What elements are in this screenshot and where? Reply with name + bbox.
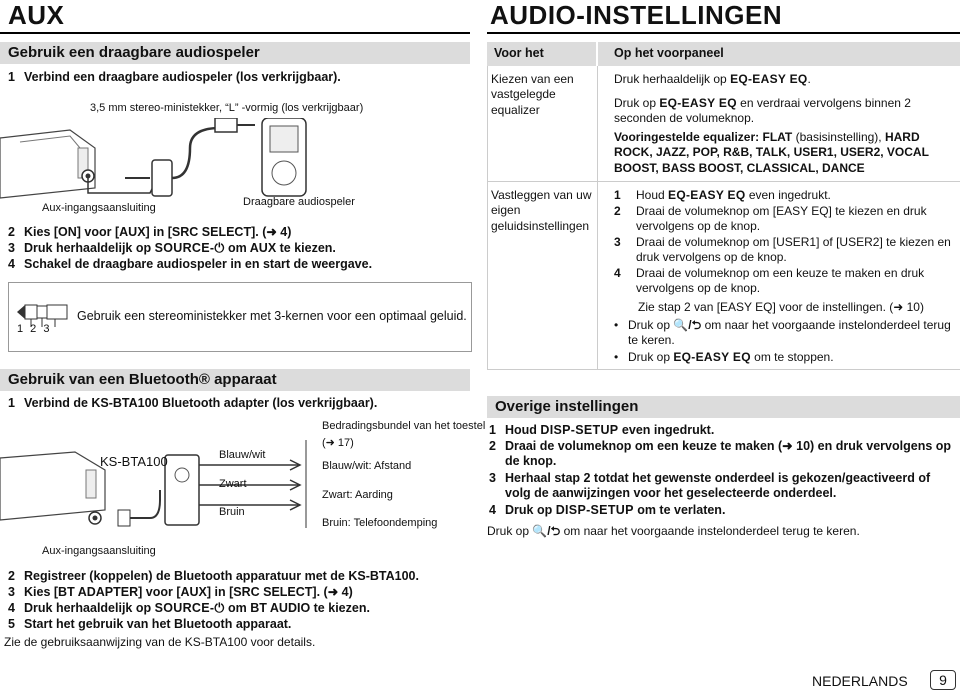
other-footer-a: Druk op: [487, 524, 533, 538]
wire-map-3: Bruin: Telefoondemping: [322, 517, 438, 529]
step-3-text-a: Druk herhaaldelijk op: [24, 241, 155, 255]
table-head-right: Op het voorpaneel: [614, 46, 724, 60]
car-stereo-front-icon-2: [0, 452, 105, 524]
row2-step1-b: even ingedrukt.: [745, 188, 831, 202]
search-back-key: 🔍/⮌: [673, 318, 702, 332]
preset-list: HARD ROCK, JAZZ, POP, R&B, TALK, USER1, USER2, VOCAL BOOST, BASS BOOST, CLASSICAL, DANCE: [614, 130, 929, 175]
row1-line1-a: Druk herhaaldelijk op: [614, 72, 731, 86]
row2-step4-text: Draai de volumeknop om een keuze te maken en druk vervolgens op de knop.: [636, 266, 925, 296]
row1-line2-b: en verdraai vervolgens binnen 2 seconden de volumeknop.: [614, 96, 911, 126]
row1-line3: [614, 130, 954, 176]
wire-map-1: Blauw/wit: Afstand: [322, 460, 412, 472]
preset-eq-label: Vooringestelde equalizer:: [614, 130, 760, 144]
eq-easy-eq-key-2: EQ-EASY EQ: [659, 96, 737, 110]
disp-setup-key: DISP-SETUP: [540, 423, 619, 437]
other-step-1-a: Houd: [505, 423, 541, 437]
bt-step-3-text: Kies [BT ADAPTER] voor [AUX] in [SRC SELECT]. (➜ 4): [24, 585, 353, 599]
bundle-label-2: (➜ 17): [322, 437, 354, 449]
step-4-text: Schakel de draagbare audiospeler in en start de weergave.: [24, 257, 373, 271]
row1-label: Kiezen van een vastgelegde equalizer: [491, 72, 574, 117]
car-stereo-front-icon: [0, 130, 95, 198]
other-step-1-b: even ingedrukt.: [618, 423, 715, 437]
step-2: 2 Kies [ON] voor [AUX] in [SRC SELECT]. (➜ 4): [8, 225, 292, 239]
other-footer: [487, 522, 860, 543]
row2-step3-text: Draai de volumeknop om [USER1] of [USER2] te kiezen en druk vervolgens op de knop.: [636, 235, 951, 265]
eq-easy-eq-key: EQ-EASY EQ: [730, 72, 808, 86]
search-back-key-2: 🔍/⮌: [532, 524, 561, 538]
wire-label-2: Zwart: [219, 478, 247, 490]
disp-setup-key-2: DISP-SETUP: [555, 503, 634, 517]
player-label: Draagbare audiospeler: [243, 196, 355, 208]
row1-line2-a: Druk op: [614, 96, 660, 110]
bt-step-2-text: Registreer (koppelen) de Bluetooth apparatuur met de KS-BTA100.: [24, 569, 419, 583]
source-key: SOURCE-⏻: [154, 241, 225, 255]
table-bottom-border: [487, 369, 960, 370]
row2-step3: 3 Draai de volumeknop om [USER1] of [USER2] te kiezen en druk vervolgens op de knop.: [614, 235, 954, 266]
bundle-label-1: Bedradingsbundel van het toestel: [322, 420, 486, 432]
page-number: 9: [930, 670, 956, 690]
table-mid-border: [597, 66, 598, 369]
row2-step2: 2 Draai de volumeknop om [EASY EQ] te kiezen en druk vervolgens op de knop.: [614, 204, 954, 235]
row2-step1: 1 Houd EQ-EASY EQ even ingedrukt.: [614, 188, 831, 202]
bt-step-1-text: Verbind de KS-BTA100 Bluetooth adapter (los verkrijgbaar).: [24, 396, 378, 410]
language-label: NEDERLANDS: [812, 673, 908, 689]
row1-line1: [614, 72, 954, 87]
note-text: Gebruik een stereoministekker met 3-kernen voor een optimaal geluid.: [77, 309, 467, 323]
cable-label: 3,5 mm stereo-ministekker, “L” -vormig (los verkrijgbaar): [90, 102, 364, 114]
aux-input-label: Aux-ingangsaansluiting: [42, 202, 156, 214]
wire-map-2: Zwart: Aarding: [322, 489, 393, 501]
section-heading-portable: Gebruik een draagbare audiospeler: [0, 42, 470, 64]
wires: [199, 465, 300, 505]
table-head-left: Voor het: [494, 46, 544, 60]
note-box: [8, 282, 472, 352]
eq-easy-eq-key-3: EQ-EASY EQ: [668, 188, 746, 202]
row2-step1-a: Houd: [636, 188, 669, 202]
row2-bullet2-b: om te stoppen.: [750, 350, 834, 364]
bt-step-4-text-b: om BT AUDIO te kiezen.: [224, 601, 370, 615]
other-step-2: 2 Draai de volumeknop om een keuze te maken (➜ 10) en druk vervolgens op de knop.: [489, 439, 957, 469]
row2-step4: 4 Draai de volumeknop om een keuze te maken en druk vervolgens op de knop.: [614, 266, 954, 297]
step-1: 1 Verbind een draagbare audiospeler (los verkrijgbaar).: [8, 70, 341, 84]
other-step-4-b: om te verlaten.: [633, 503, 726, 517]
bt-step-5: 5 Start het gebruik van het Bluetooth apparaat.: [8, 617, 292, 631]
table-left-border: [487, 66, 488, 369]
source-key-2: SOURCE-⏻: [154, 601, 225, 615]
bt-footer-note: Zie de gebruiksaanwijzing van de KS-BTA100 voor details.: [4, 635, 316, 649]
section-heading-bluetooth: Gebruik van een Bluetooth® apparaat: [0, 369, 470, 391]
row2-bullet2-a: Druk op: [628, 350, 674, 364]
straight-plug-icon: [215, 118, 255, 132]
row1-line1-b: .: [807, 72, 811, 86]
section-heading-other: Overige instellingen: [487, 396, 960, 418]
page-title-audio: AUDIO-INSTELLINGEN: [490, 0, 783, 30]
step-3-text-b: om AUX te kiezen.: [224, 241, 336, 255]
row2-step2-text: Draai de volumeknop om [EASY EQ] te kiezen en druk vervolgens op de knop.: [636, 204, 927, 234]
aux-input-label-2: Aux-ingangsaansluiting: [42, 545, 156, 557]
cable-curve: [172, 128, 220, 178]
l-plug-icon: [125, 160, 172, 196]
row2-bullet1-b: om naar het voorgaande instelonderdeel terug te keren.: [628, 318, 951, 348]
title-rule: [0, 32, 470, 34]
ks-bta100-box-icon: [165, 455, 199, 525]
adapter-label: KS-BTA100: [100, 454, 168, 469]
row2-bullet1: • Druk op 🔍/⮌ om naar het voorgaande instelonderdeel terug te keren.: [614, 318, 951, 348]
wire-label-1: Blauw/wit: [219, 449, 266, 461]
row2-step4-note: Zie stap 2 van [EASY EQ] voor de instellingen. (➜ 10): [638, 300, 924, 314]
step-4: 4 Schakel de draagbare audiospeler in en start de weergave.: [8, 257, 373, 271]
bt-step-2: 2 Registreer (koppelen) de Bluetooth apparatuur met de KS-BTA100.: [8, 569, 419, 583]
bt-step-1: 1 Verbind de KS-BTA100 Bluetooth adapter (los verkrijgbaar).: [8, 396, 378, 410]
other-step-4: 4 Druk op DISP-SETUP om te verlaten.: [489, 503, 726, 517]
other-step-3: 3 Herhaal stap 2 totdat het gewenste onderdeel is gekozen/geactiveerd of volg de aanwijzingen voor het geselecteerde onderdeel.: [489, 471, 957, 501]
step-1-text: Verbind een draagbare audiospeler (los verkrijgbaar).: [24, 70, 341, 84]
step-2-text: Kies [ON] voor [AUX] in [SRC SELECT]. (➜ 4): [24, 225, 292, 239]
preset-flat: FLAT: [759, 130, 796, 144]
page-title-aux: AUX: [8, 0, 65, 30]
other-footer-b: om naar het voorgaande instelonderdeel terug te keren.: [560, 524, 860, 538]
row2-bullet2: • Druk op EQ-EASY EQ om te stoppen.: [614, 350, 834, 364]
aux-cable-line: [88, 173, 160, 193]
row2-label: Vastleggen van uw eigen geluidsinstellingen: [491, 188, 592, 233]
bt-step-5-text: Start het gebruik van het Bluetooth apparaat.: [24, 617, 292, 631]
wire-label-3: Bruin: [219, 506, 245, 518]
other-step-1: 1 Houd DISP-SETUP even ingedrukt.: [489, 423, 715, 437]
adapter-plug-icon: [118, 510, 130, 526]
title-rule-right: [487, 32, 960, 34]
portable-player-icon: [262, 118, 306, 196]
bt-step-4-text-a: Druk herhaaldelijk op: [24, 601, 155, 615]
row2-bullet1-a: Druk op: [628, 318, 674, 332]
bt-step-3: 3 Kies [BT ADAPTER] voor [AUX] in [SRC SELECT]. (➜ 4): [8, 585, 353, 599]
preset-default-note: (basisinstelling),: [795, 130, 885, 144]
step-3: 3 Druk herhaaldelijk op SOURCE-⏻ om AUX te kiezen.: [8, 241, 336, 255]
eq-easy-eq-key-4: EQ-EASY EQ: [673, 350, 751, 364]
other-step-4-a: Druk op: [505, 503, 556, 517]
plug-pole-numbers: 1 2 3: [17, 323, 52, 335]
row1-line2: [614, 96, 954, 127]
other-step-3-text: Herhaal stap 2 totdat het gewenste onderdeel is gekozen/geactiveerd of volg de aanwijzingen voor het geselecteerde onderdeel.: [505, 471, 931, 500]
other-step-2-text: Draai de volumeknop om een keuze te maken (➜ 10) en druk vervolgens op de knop.: [505, 439, 952, 468]
table-row-divider: [487, 181, 960, 182]
bt-step-4: 4 Druk herhaaldelijk op SOURCE-⏻ om BT AUDIO te kiezen.: [8, 601, 370, 615]
